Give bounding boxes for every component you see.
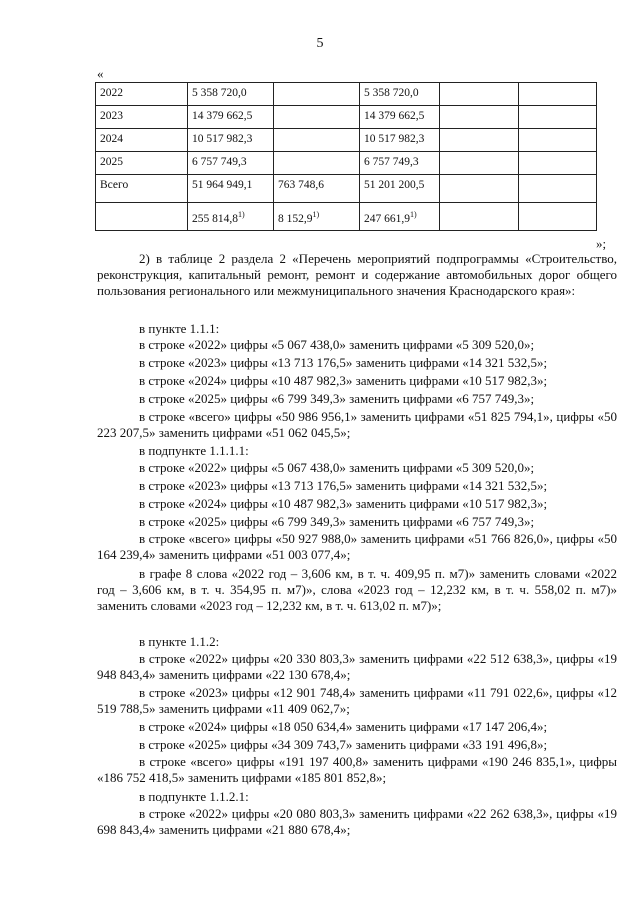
paragraph-item-1-1-1: в пункте 1.1.1: <box>139 321 220 336</box>
table-row <box>96 106 597 129</box>
table-cell <box>440 83 519 106</box>
table-row <box>96 203 597 231</box>
table-cell <box>519 129 597 152</box>
opening-quote: « <box>97 66 104 81</box>
paragraph-sub-row-2025: в строке «2025» цифры «6 799 349,3» заменить цифрами «6 757 749,3»; <box>139 514 535 529</box>
table-row <box>96 129 597 152</box>
paragraph-112-row-2024: в строке «2024» цифры «18 050 634,4» заменить цифрами «17 147 206,4»; <box>139 719 548 734</box>
paragraph-subitem-1-1-1-1: в подпункте 1.1.1.1: <box>139 443 249 458</box>
paragraph-row-2023: в строке «2023» цифры «13 713 176,5» заменить цифрами «14 321 532,5»; <box>139 355 548 370</box>
paragraph-table2-intro: 2) в таблице 2 раздела 2 «Перечень мероприятий подпрограммы «Строительство, реконструкция, капитальный ремонт, ремонт и содержание автомобильных дорог общего пользования регионального или межмуниципального значения Краснодарского края»: <box>97 251 617 298</box>
table-cell: 763 748,6 <box>274 175 360 203</box>
table-cell: 51 201 200,5 <box>360 175 440 203</box>
table-cell <box>440 175 519 203</box>
closing-quote: »; <box>596 236 607 251</box>
table-cell <box>440 106 519 129</box>
paragraph-sub-row-2024: в строке «2024» цифры «10 487 982,3» заменить цифрами «10 517 982,3»; <box>139 496 548 511</box>
table-cell <box>274 152 360 175</box>
page-number: 5 <box>316 36 324 51</box>
table-row <box>96 175 597 203</box>
table-cell: 2025 <box>96 152 188 175</box>
footnote-mark: 1) <box>238 210 245 219</box>
table-cell <box>519 203 597 231</box>
paragraph-row-2024: в строке «2024» цифры «10 487 982,3» заменить цифрами «10 517 982,3»; <box>139 373 548 388</box>
paragraph-row-2022: в строке «2022» цифры «5 067 438,0» заменить цифрами «5 309 520,0»; <box>139 337 535 352</box>
paragraph-row-total: в строке «всего» цифры «50 986 956,1» заменить цифрами «51 825 794,1», цифры «50 223 207,5» заменить цифрами «51 062 045,5»; <box>97 409 617 440</box>
table-cell <box>440 152 519 175</box>
table-cell: 10 517 982,3 <box>188 129 274 152</box>
footnote-mark: 1) <box>312 210 320 219</box>
table-cell: 2024 <box>96 129 188 152</box>
table-cell: 8 152,9$^{1)}$ <box>274 203 360 231</box>
paragraph-subitem-1-1-2-1: в подпункте 1.1.2.1: <box>139 789 249 804</box>
paragraph-sub-row-2022: в строке «2022» цифры «5 067 438,0» заменить цифрами «5 309 520,0»; <box>139 460 535 475</box>
table-cell: 10 517 982,3 <box>360 129 440 152</box>
table-cell: 14 379 662,5 <box>360 106 440 129</box>
paragraph-112-row-2022: в строке «2022» цифры «20 330 803,3» заменить цифрами «22 512 638,3», цифры «19 948 843,4» заменить цифрами «22 130 678,4»; <box>97 651 617 682</box>
table-cell <box>274 129 360 152</box>
table-cell <box>519 152 597 175</box>
table-cell <box>440 129 519 152</box>
table-cell: 5 358 720,0 <box>188 83 274 106</box>
table-cell: 2023 <box>96 106 188 129</box>
paragraph-112-row-2023: в строке «2023» цифры «12 901 748,4» заменить цифрами «11 791 022,6», цифры «12 519 788,5» заменить цифрами «11 409 062,7»; <box>97 685 617 716</box>
table-cell <box>519 175 597 203</box>
table-cell: 247 661,9$^{1)}$ <box>360 203 440 231</box>
table-cell <box>274 83 360 106</box>
paragraph-1121-row-2022: в строке «2022» цифры «20 080 803,3» заменить цифрами «22 262 638,3», цифры «19 698 843,4» заменить цифрами «21 880 678,4»; <box>97 806 617 837</box>
paragraph-112-row-total: в строке «всего» цифры «191 197 400,8» заменить цифрами «190 246 835,1», цифры «186 752 418,5» заменить цифрами «185 801 852,8»; <box>97 754 617 785</box>
paragraph-sub-row-2023: в строке «2023» цифры «13 713 176,5» заменить цифрами «14 321 532,5»; <box>139 478 548 493</box>
table-row <box>96 152 597 175</box>
table-cell <box>440 203 519 231</box>
paragraph-sub-row-total: в строке «всего» цифры «50 927 988,0» заменить цифрами «51 766 826,0», цифры «50 164 239,4» заменить цифрами «51 003 077,4»; <box>97 531 617 562</box>
table-cell: 6 757 749,3 <box>360 152 440 175</box>
table-cell <box>519 106 597 129</box>
paragraph-item-1-1-2: в пункте 1.1.2: <box>139 634 220 649</box>
table-cell: 14 379 662,5 <box>188 106 274 129</box>
table-cell: Всего <box>96 175 188 203</box>
footnote-mark: 1) <box>410 210 417 219</box>
table-cell <box>96 203 188 231</box>
paragraph-112-row-2025: в строке «2025» цифры «34 309 743,7» заменить цифрами «33 191 496,8»; <box>139 737 548 752</box>
table-cell <box>519 83 597 106</box>
paragraph-row-2025: в строке «2025» цифры «6 799 349,3» заменить цифрами «6 757 749,3»; <box>139 391 535 406</box>
table-cell: 2022 <box>96 83 188 106</box>
table-row <box>96 83 597 106</box>
paragraph-column-8: в графе 8 слова «2022 год – 3,606 км, в т. ч. 409,95 п. м7)» заменить словами «2022 год – 3,606 км, в т. ч. 354,95 п. м7)», слова «2023 год – 12,232 км, в т. ч. 558,02 п. м7)» заменить словами «2023 год – 12,232 км, в т. ч. 613,02 п. м7)»; <box>97 566 617 613</box>
table-cell: 6 757 749,3 <box>188 152 274 175</box>
funding-table <box>95 82 597 231</box>
table-cell: 51 964 949,1 <box>188 175 274 203</box>
table-cell <box>274 106 360 129</box>
table-cell: 255 814,8$^{1)}$ <box>188 203 274 231</box>
table-cell: 5 358 720,0 <box>360 83 440 106</box>
